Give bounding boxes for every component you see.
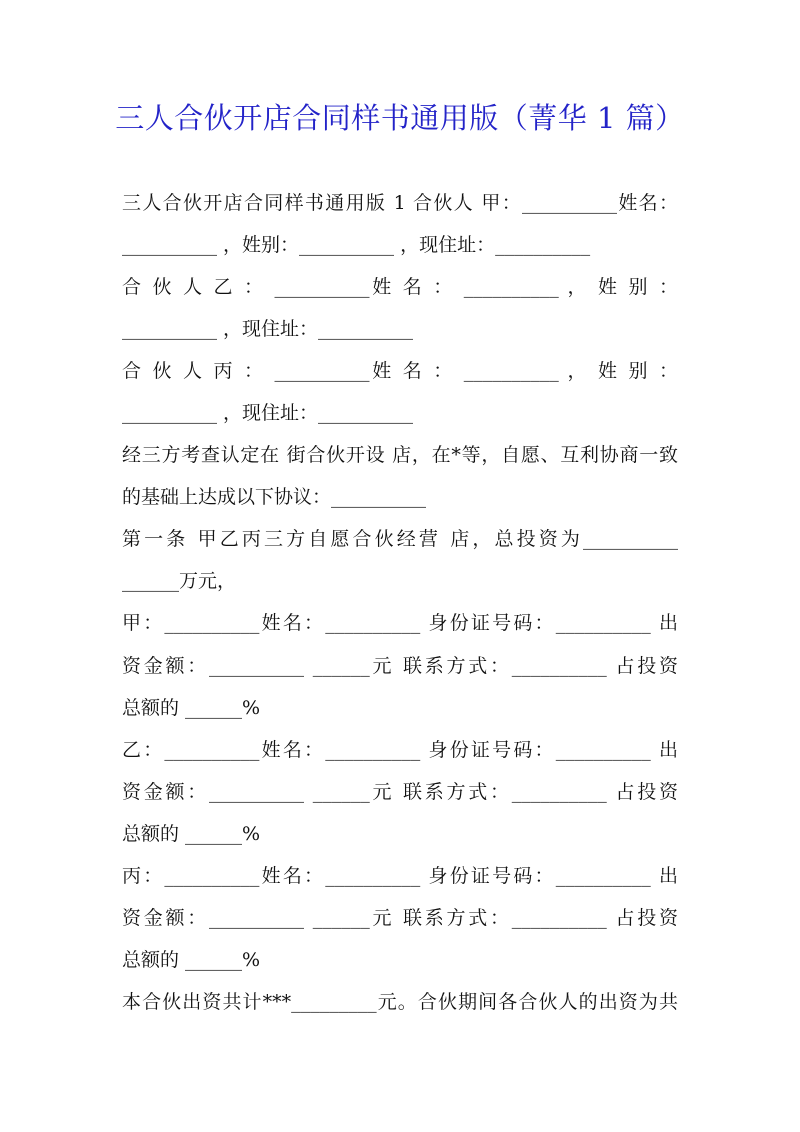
body-line: 合 伙 人 乙 ： __________姓 名 ： __________ ， 姓 别 ： bbox=[122, 276, 678, 298]
body-line: 资金额：__________ ______元 联系方式：__________ 占投资 bbox=[122, 781, 678, 803]
body-line: 第一条 甲乙丙三方自愿合伙经营 店，总投资为__________ bbox=[122, 528, 678, 550]
body-line: ______万元， bbox=[122, 570, 237, 592]
body-line: 经三方考查认定在 街合伙开设 店，在*等，自愿、互利协商一致 bbox=[122, 444, 678, 466]
body-line: __________ ，现住址：__________ bbox=[122, 402, 414, 424]
body-line: __________ ，现住址：__________ bbox=[122, 318, 414, 340]
body-line: __________ ，姓别：__________ ，现住址：__________ bbox=[122, 234, 591, 256]
body-line: 甲：__________姓名：__________ 身份证号码：__________ 出 bbox=[122, 612, 678, 634]
document-title: 三人合伙开店合同样书通用版（菁华 1 篇） bbox=[115, 101, 685, 135]
body-line: 总额的 ______% bbox=[122, 697, 261, 719]
body-line: 的基础上达成以下协议：__________ bbox=[122, 486, 427, 508]
body-line: 乙：__________姓名：__________ 身份证号码：__________ 出 bbox=[122, 739, 678, 761]
body-line: 资金额：__________ ______元 联系方式：__________ 占投资 bbox=[122, 655, 678, 677]
body-line: 合 伙 人 丙 ： __________姓 名 ： __________ ， 姓 别 ： bbox=[122, 360, 678, 382]
body-line: 总额的 ______% bbox=[122, 823, 261, 845]
body-line: 三人合伙开店合同样书通用版 1 合伙人 甲：__________姓名： bbox=[122, 192, 678, 214]
body-line: 总额的 ______% bbox=[122, 949, 261, 971]
body-line: 本合伙出资共计***_________元。合伙期间各合伙人的出资为共 bbox=[122, 991, 678, 1013]
body-line: 资金额：__________ ______元 联系方式：__________ 占投资 bbox=[122, 907, 678, 929]
body-line: 丙：__________姓名：__________ 身份证号码：__________ 出 bbox=[122, 865, 678, 887]
